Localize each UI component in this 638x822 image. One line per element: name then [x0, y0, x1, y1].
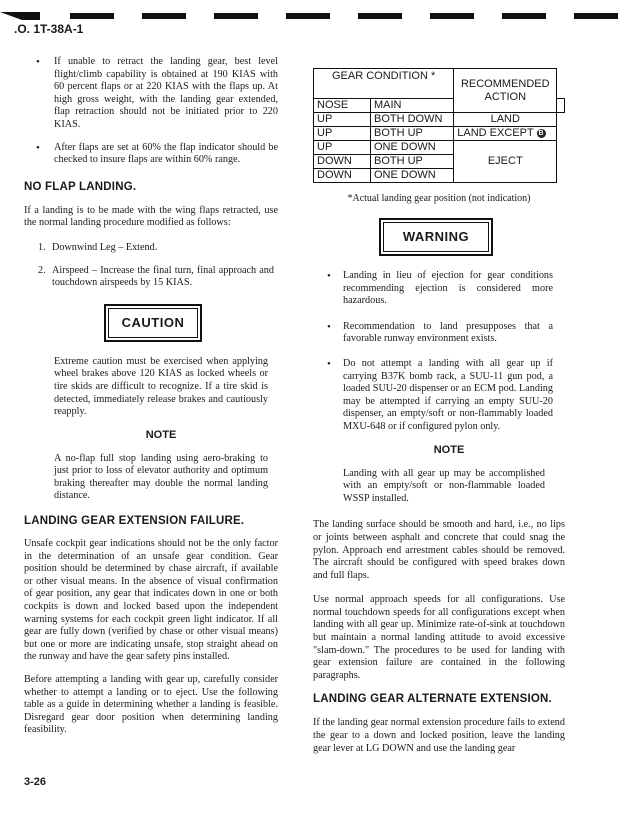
step-text: Downwind Leg – Extend. [52, 241, 158, 253]
document-id: .O. 1T-38A-1 [14, 22, 84, 36]
bullet-item: • If unable to retract the landing gear, best level flight/climb capability is obtained at 190 KIAS with 60 percent flaps or at 220 KIAS with the flaps up. At high gross weight, with the landing gear extended, flap retraction should not be initiated prior to 220 KIAS. [32, 56, 278, 132]
note-text: Landing with all gear up may be accomplished with an empty/soft or non-flammable loaded WSSP installed. [343, 467, 545, 504]
warning-box [379, 218, 565, 256]
step-item [24, 242, 278, 255]
landing-surface-paragraph: The landing surface should be smooth and hard, i.e., no lips or joints between asphalt and concrete that could snag the pylon. Approach end arrestment cables should be removed. The aircraft should be configured with speed brakes down and full flaps. [313, 519, 565, 581]
table-cell-nose: DOWN [314, 155, 371, 169]
gear-extension-paragraph: Unsafe cockpit gear indications should not be the only factor in the determination of an unsafe gear condition. Gear position should be determined by chase aircraft, if available or other visual means. In the absence of visual confirmation of gear position, any gear that indicates down in one or both cockpits is down and locked based upon the independent warning systems for each cockpit green light indicator. If all gear are fully down (verified by chase or other visual means) but one or more are indicating unsafe, stop straight ahead on the runway and have the gear safety pins installed. [24, 538, 278, 663]
note-heading: NOTE [145, 428, 177, 441]
table-header-action: RECOMMENDED ACTION [454, 69, 557, 113]
caution-box [104, 304, 278, 342]
table-row [314, 141, 565, 155]
table-cell-action [454, 127, 557, 141]
warning-bullet: • Recommendation to land presupposes that a favorable runway environment exists. [323, 321, 553, 346]
table-cell-main: ONE DOWN [371, 169, 454, 183]
page-number: 3-26 [24, 776, 47, 788]
table-cell-main: ONE DOWN [371, 141, 454, 155]
warning-bullet: • Landing in lieu of ejection for gear conditions recommending ejection is considered more hazardous. [323, 270, 553, 308]
table-row [314, 113, 565, 127]
note-b-badge: B [538, 129, 544, 137]
note-text: A no-flap full stop landing using aero-braking to just prior to loss of elevator authority and optimum braking thereafter may double the normal landing distance. [54, 452, 268, 502]
warning-label: WARNING [383, 222, 489, 252]
land-except-text: LAND EXCEPT [457, 127, 534, 139]
table-col-main: MAIN [371, 99, 454, 113]
gear-extension-failure-heading: LANDING GEAR EXTENSION FAILURE. [24, 515, 245, 528]
table-cell-nose: UP [314, 113, 371, 127]
no-flap-landing-heading: NO FLAP LANDING. [24, 180, 137, 193]
header-dash-rule [0, 12, 638, 20]
table-cell-main: BOTH UP [371, 155, 454, 169]
alternate-extension-paragraph: If the landing gear normal extension procedure fails to extend the gear to a down and locked position, leave the landing gear lever at LG DOWN and use the landing gear [313, 717, 565, 754]
table-cell-empty [557, 99, 565, 113]
table-footnote: *Actual landing gear position (not indication) [347, 193, 531, 204]
step-number: 2. [38, 264, 46, 276]
left-column [24, 56, 278, 737]
table-cell-main: BOTH DOWN [371, 113, 454, 127]
caution-label: CAUTION [108, 308, 198, 338]
bullet-item: • After flaps are set at 60% the flap indicator should be checked to insure flaps are within 60% range. [32, 142, 278, 167]
approach-speeds-paragraph: Use normal approach speeds for all configurations. Use normal touchdown speeds for all configurations except when landing with all gear up. Minimize rate-of-sink at touchdown but maintain a normal landing attitude to avoid excessive "slam-down." The procedures to be used for landing with gear extension failure are contained in the following paragraphs. [313, 594, 565, 681]
table-cell-nose: UP [314, 141, 371, 155]
table-cell-nose: DOWN [314, 169, 371, 183]
gear-condition-table [313, 68, 565, 183]
right-column [313, 68, 565, 755]
table-col-nose: NOSE [314, 99, 371, 113]
note-heading: NOTE [433, 443, 465, 456]
no-flap-intro: If a landing is to be made with the wing flaps retracted, use the normal landing procedure modified as follows: [24, 204, 278, 229]
step-text: Airspeed – Increase the final turn, final approach and touchdown airspeeds by 15 KIAS. [52, 264, 274, 289]
step-number: 1. [38, 241, 46, 253]
gear-extension-paragraph: Before attempting a landing with gear up, carefully consider whether to attempt a landing or to eject. Use the following table as a guide in determining whether a landing is feasible. Disregard gear door position when determining landing feasibility. [24, 674, 278, 736]
table-cell-action: LAND [454, 113, 557, 127]
table-header-condition: GEAR CONDITION * [314, 69, 454, 99]
alternate-extension-heading: LANDING GEAR ALTERNATE EXTENSION. [313, 693, 552, 706]
caution-text: Extreme caution must be exercised when applying wheel brakes above 120 KIAS as locked wheels or tire skids are difficult to recognize. If a tire skid is detected, immediately release brakes and cautiously reapply. [54, 355, 268, 418]
step-item [24, 265, 278, 290]
table-row [314, 127, 565, 141]
table-cell-eject: EJECT [454, 141, 557, 183]
warning-bullet: • Do not attempt a landing with all gear up if carrying B37K bomb rack, a SUU-11 gun pod, a loaded SUU-20 dispenser or an ECM pod. Landing may be attempted if carrying an empty SUU-20 dispenser, an empty/soft or non-flammably loaded MXU-648 or if configured pylon only. [323, 358, 553, 434]
table-cell-nose: UP [314, 127, 371, 141]
table-cell-main: BOTH UP [371, 127, 454, 141]
